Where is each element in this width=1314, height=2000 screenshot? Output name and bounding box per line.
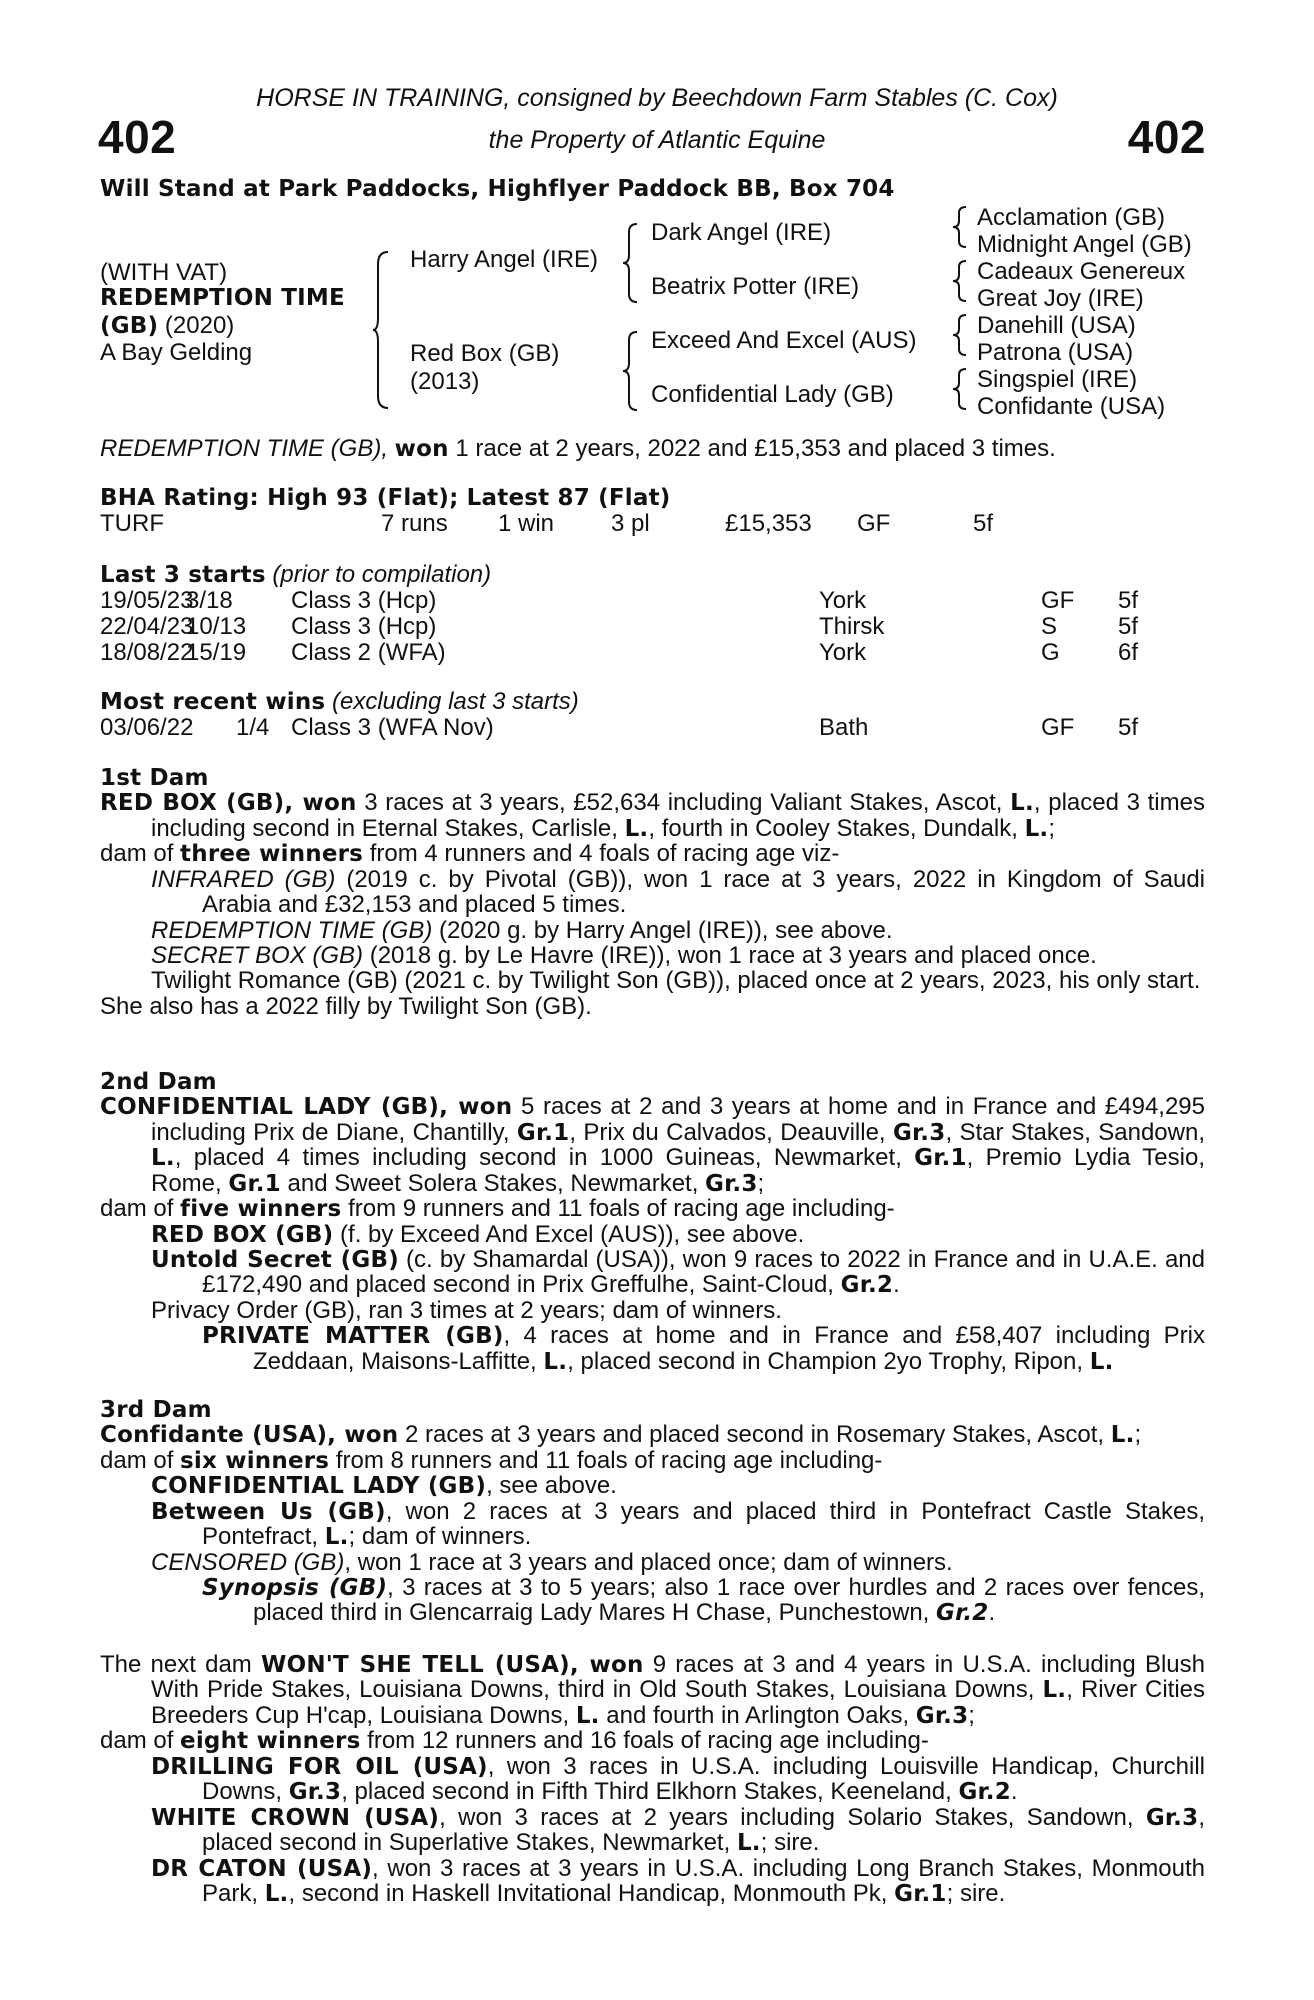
grade: L. <box>1010 790 1034 817</box>
produce-name: SECRET BOX (GB) <box>151 942 364 969</box>
produce-name: CONFIDENTIAL LADY (GB) <box>151 1473 487 1500</box>
text: , won 1 race at 3 years and placed once; dam of winners. <box>344 1548 953 1576</box>
dam-sire: Exceed And Excel (AUS) <box>651 327 917 354</box>
win-date: 03/06/22 <box>100 714 194 741</box>
text: (2019 c. by Pivotal (GB)), won 1 race at 3 years, 2022 in Kingdom of Saudi Arabia and £32,153 and placed 5 times. <box>202 865 1205 919</box>
produce-entry <box>100 1499 1205 1550</box>
turf-label: TURF <box>100 510 164 537</box>
second-dam-record <box>100 1094 1205 1196</box>
grade: Gr.1 <box>894 1880 947 1907</box>
summary-text: 1 race at 2 years, 2022 and £15,353 and placed 3 times. <box>448 435 1056 462</box>
text: The next dam <box>100 1651 262 1678</box>
text: , see above. <box>486 1472 617 1500</box>
sire-sire: Dark Angel (IRE) <box>651 219 832 246</box>
turf-distance: 5f <box>973 510 994 537</box>
produce-name: Between Us (GB) <box>151 1498 386 1525</box>
produce-name: DR CATON (USA) <box>151 1855 373 1882</box>
text: dam of <box>100 1195 181 1223</box>
start-class: Class 3 (Hcp) <box>291 587 437 614</box>
next-dam-produce-intro <box>100 1728 1205 1753</box>
win-class: Class 3 (WFA Nov) <box>291 714 494 741</box>
bha-rating: BHA Rating: High 93 (Flat); Latest 87 (Flat) <box>100 485 671 511</box>
start-distance: 5f <box>1118 587 1139 614</box>
text: (2018 g. by Le Havre (IRE)), won 1 race at 3 years and placed once. <box>363 942 1097 969</box>
text: 5 races at 2 and 3 years at home and in France and £494,295 including Prix de Diane, Chantilly, <box>151 1093 1205 1146</box>
grade: L. <box>324 1524 349 1551</box>
start-position: 15/19 <box>186 639 247 666</box>
produce-entry <box>100 1473 1205 1498</box>
produce-entry <box>100 918 1205 943</box>
text: , 3 races at 3 to 5 years; also 1 race over hurdles and 2 races over fences, placed third in Glencarraig Lady Mares H Chase, Punchestown, <box>253 1574 1205 1627</box>
lot-number-right: 402 <box>1127 111 1206 163</box>
grade: L. <box>575 1702 600 1729</box>
produce-name: REDEMPTION TIME (GB) <box>151 916 433 944</box>
text: ; dam of winners. <box>348 1523 532 1551</box>
text: ; sire. <box>946 1879 1006 1907</box>
text: from 4 runners and 4 foals of racing age viz- <box>363 840 840 868</box>
text: , placed 4 times including second in 1000 Guineas, Newmarket, <box>174 1144 915 1172</box>
winners-count: five winners <box>180 1196 342 1223</box>
g-sdd: Great Joy (IRE) <box>977 285 1144 312</box>
win-course: Bath <box>819 714 869 741</box>
start-class: Class 2 (WFA) <box>291 639 446 666</box>
produce-entry <box>100 1575 1205 1626</box>
turf-runs: 7 runs <box>381 510 448 537</box>
third-dam-name: Confidante (USA), won <box>100 1422 399 1449</box>
win-going: GF <box>1041 714 1075 741</box>
first-dam-title: 1st Dam <box>100 765 209 791</box>
produce-entry <box>100 1323 1205 1374</box>
lot-number-left: 402 <box>98 111 177 163</box>
grade: Gr.1 <box>914 1145 967 1172</box>
pedigree-brace-g4 <box>952 367 968 411</box>
start-date: 18/08/22 <box>100 639 194 666</box>
stand-location: Will Stand at Park Paddocks, Highflyer Paddock BB, Box 704 <box>100 176 895 202</box>
text: , Premio Lydia Tesio, Rome, <box>151 1144 1205 1197</box>
text: (2020 g. by Harry Angel (IRE)), see above. <box>432 916 893 944</box>
grade: Gr.3 <box>1145 1804 1199 1831</box>
grade: Gr.2 <box>936 1600 989 1627</box>
g-dss: Danehill (USA) <box>977 312 1136 339</box>
second-dam-section <box>100 1070 1205 1374</box>
vat-note: (WITH VAT) <box>100 259 228 286</box>
turf-placed: 3 pl <box>611 510 650 537</box>
sire-dam: Beatrix Potter (IRE) <box>651 273 860 300</box>
first-dam-produce-intro <box>100 841 1205 866</box>
text: dam of <box>100 1446 181 1474</box>
text: from 9 runners and 11 foals of racing age including- <box>341 1195 895 1223</box>
text: , placed second in Champion 2yo Trophy, Ripon, <box>567 1347 1090 1375</box>
turf-wins: 1 win <box>498 510 555 537</box>
grade: L. <box>1042 1677 1067 1704</box>
horse-country-year <box>100 313 234 338</box>
grade: L. <box>151 1145 175 1172</box>
horse-year: (2020) <box>158 312 235 339</box>
grade: L. <box>1089 1348 1114 1375</box>
text: . <box>1010 1778 1018 1806</box>
text: and fourth in Arlington Oaks, <box>599 1701 916 1729</box>
win-distance: 5f <box>1118 714 1139 741</box>
recent-wins-title: Most recent wins <box>100 689 326 715</box>
grade: L. <box>1024 815 1049 842</box>
pedigree-brace-dam <box>622 330 640 412</box>
start-course: Thirsk <box>819 613 885 640</box>
produce-entry: Twilight Romance (GB) (2021 c. by Twilight Son (GB)), placed once at 2 years, 2023, his only start. <box>151 967 1201 995</box>
text: , won 3 races at 3 years in U.S.A. including Long Branch Stakes, Monmouth Park, <box>202 1854 1205 1907</box>
third-dam-record <box>100 1422 1205 1447</box>
start-going: G <box>1041 639 1060 666</box>
first-dam-record <box>100 790 1205 841</box>
first-dam-name: RED BOX (GB), won <box>100 790 357 817</box>
winners-count: three winners <box>180 841 364 868</box>
text: , placed second in Fifth Third Elkhorn Stakes, Keeneland, <box>341 1778 959 1806</box>
text: , placed 3 times including second in Eternal Stakes, Carlisle, <box>151 789 1205 842</box>
text: , won 3 races in U.S.A. including Louisville Handicap, Churchill Downs, <box>202 1752 1205 1806</box>
last-starts-title: Last 3 starts <box>100 562 266 588</box>
g-ddd: Confidante (USA) <box>977 393 1166 420</box>
text: , won 2 races at 3 years and placed third in Pontefract Castle Stakes, Pontefract, <box>202 1497 1205 1551</box>
start-position: 10/13 <box>186 613 247 640</box>
g-ssd: Midnight Angel (GB) <box>977 231 1192 258</box>
text: ; <box>1048 814 1056 842</box>
produce-entry <box>100 1805 1205 1856</box>
g-dds: Singspiel (IRE) <box>977 366 1138 393</box>
text: . <box>988 1599 996 1627</box>
turf-going: GF <box>857 510 891 537</box>
winners-count: eight winners <box>180 1728 361 1755</box>
text: 3 races at 3 years, £52,634 including Valiant Stakes, Ascot, <box>356 789 1011 817</box>
produce-entry <box>100 943 1205 968</box>
grade: Gr.3 <box>288 1779 342 1806</box>
pedigree-brace-g2 <box>952 259 968 303</box>
text: 2 races at 3 years and placed second in Rosemary Stakes, Ascot, <box>398 1421 1111 1449</box>
horse-country: (GB) <box>100 313 159 339</box>
produce-name: CENSORED (GB) <box>151 1548 345 1576</box>
text: , fourth in Cooley Stakes, Dundalk, <box>648 814 1025 842</box>
last-starts-note: (prior to compilation) <box>272 561 492 588</box>
text: from 12 runners and 16 foals of racing age including- <box>360 1727 929 1755</box>
produce-entry: Privacy Order (GB), ran 3 times at 2 years; dam of winners. <box>151 1296 782 1324</box>
grade: Gr.3 <box>915 1702 969 1729</box>
recent-wins-heading <box>100 689 579 714</box>
text: , Prix du Calvados, Deauville, <box>569 1118 893 1146</box>
property-line: the Property of Atlantic Equine <box>488 126 826 154</box>
start-course: York <box>819 587 867 614</box>
first-dam-also: She also has a 2022 filly by Twilight Son (GB). <box>100 992 592 1020</box>
text: , Star Stakes, Sandown, <box>945 1118 1205 1146</box>
turf-prize: £15,353 <box>725 510 812 537</box>
start-going: GF <box>1041 587 1075 614</box>
grade: L. <box>624 815 649 842</box>
text: ; <box>757 1169 765 1197</box>
text: and Sweet Solera Stakes, Newmarket, <box>280 1169 706 1197</box>
produce-name: INFRARED (GB) <box>151 865 336 893</box>
dam-year: (2013) <box>410 368 480 395</box>
g-sds: Cadeaux Genereux <box>977 258 1186 285</box>
third-dam-section <box>100 1398 1205 1626</box>
second-dam-produce-intro <box>100 1196 1205 1221</box>
pedigree-brace-g3 <box>952 313 968 357</box>
sire: Harry Angel (IRE) <box>410 246 599 273</box>
win-position: 1/4 <box>236 714 270 741</box>
next-dam-record <box>100 1652 1205 1728</box>
produce-entry <box>100 1754 1205 1805</box>
grade: Gr.1 <box>228 1170 281 1197</box>
grade: Gr.2 <box>840 1272 894 1299</box>
third-dam-title: 3rd Dam <box>100 1397 212 1423</box>
start-class: Class 3 (Hcp) <box>291 613 437 640</box>
g-sss: Acclamation (GB) <box>977 204 1166 231</box>
grade: Gr.3 <box>892 1119 946 1146</box>
start-position: 3/18 <box>186 587 233 614</box>
start-going: S <box>1041 613 1058 640</box>
text: , 4 races at home and in France and £58,407 including Prix Zeddaan, Maisons-Laffitte, <box>253 1322 1205 1375</box>
produce-name: WHITE CROWN (USA) <box>151 1804 440 1831</box>
text: , River Cities Breeders Cup H'cap, Louisiana Downs, <box>151 1676 1205 1729</box>
winners-count: six winners <box>180 1447 330 1474</box>
produce-entry <box>100 1550 1205 1575</box>
start-date: 22/04/23 <box>100 613 194 640</box>
text: from 8 runners and 11 foals of racing age including- <box>329 1446 883 1474</box>
pedigree-brace-sire <box>622 222 640 304</box>
consignor-line: HORSE IN TRAINING, consigned by Beechdown Farm Stables (C. Cox) <box>256 84 1058 112</box>
start-course: York <box>819 639 867 666</box>
g-dsd: Patrona (USA) <box>977 339 1134 366</box>
start-distance: 6f <box>1118 639 1139 666</box>
horse-name: REDEMPTION TIME <box>100 285 345 311</box>
start-distance: 5f <box>1118 613 1139 640</box>
first-dam-section <box>100 766 1205 1019</box>
produce-entry <box>100 1856 1205 1907</box>
race-summary <box>100 436 1056 461</box>
grade: L. <box>543 1348 568 1375</box>
horse-description: A Bay Gelding <box>100 339 253 366</box>
text: dam of <box>100 840 181 868</box>
start-date: 19/05/23 <box>100 587 194 614</box>
second-dam-title: 2nd Dam <box>100 1069 217 1095</box>
produce-entry <box>100 867 1205 918</box>
text: , won 3 races at 2 years including Solario Stakes, Sandown, <box>439 1803 1146 1831</box>
recent-wins-note: (excluding last 3 starts) <box>332 688 579 715</box>
next-dam-name: WON'T SHE TELL (USA), won <box>261 1652 644 1678</box>
grade: L. <box>264 1880 289 1907</box>
produce-name: DRILLING FOR OIL (USA) <box>151 1753 488 1780</box>
text: . <box>893 1271 900 1299</box>
dam-name: Red Box (GB) <box>410 340 560 367</box>
grade: Gr.3 <box>705 1170 758 1197</box>
text: , placed second in Superlative Stakes, Newmarket, <box>202 1803 1205 1857</box>
text: ; <box>968 1701 975 1729</box>
text: , second in Haskell Invitational Handicap, Monmouth Pk, <box>288 1879 895 1907</box>
grade: L. <box>1110 1422 1135 1449</box>
text: ; sire. <box>760 1829 820 1857</box>
text: 9 races at 3 and 4 years in U.S.A. including Blush With Pride Stakes, Louisiana Downs, third in Old South Stakes, Louisiana Downs, <box>151 1651 1205 1704</box>
pedigree-brace-main <box>372 250 392 410</box>
last-starts-heading <box>100 562 491 587</box>
produce-name: Synopsis (GB) <box>202 1575 388 1601</box>
pedigree-brace-g1 <box>952 205 968 249</box>
summary-horse-name: REDEMPTION TIME (GB), <box>100 435 388 462</box>
text: ; <box>1134 1421 1142 1449</box>
produce-name: PRIVATE MATTER (GB) <box>202 1323 504 1350</box>
third-dam-produce-intro <box>100 1448 1205 1473</box>
next-dam-section <box>100 1652 1205 1906</box>
produce-name: RED BOX (GB) <box>151 1221 334 1248</box>
text: dam of <box>100 1727 181 1755</box>
dam-dam: Confidential Lady (GB) <box>651 381 894 408</box>
produce-name: Untold Secret (GB) <box>151 1247 399 1273</box>
text: (f. by Exceed And Excel (AUS)), see above. <box>333 1220 805 1248</box>
second-dam-name: CONFIDENTIAL LADY (GB), won <box>100 1094 513 1121</box>
produce-entry <box>100 1222 1205 1247</box>
produce-entry <box>100 1247 1205 1298</box>
grade: Gr.2 <box>958 1779 1011 1806</box>
text: (c. by Shamardal (USA)), won 9 races to 2022 in France and in U.A.E. and £172,490 and placed second in Prix Greffulhe, Saint-Cloud, <box>202 1246 1205 1299</box>
grade: L. <box>736 1830 761 1857</box>
summary-won: won <box>394 436 449 462</box>
grade: Gr.1 <box>516 1119 570 1146</box>
